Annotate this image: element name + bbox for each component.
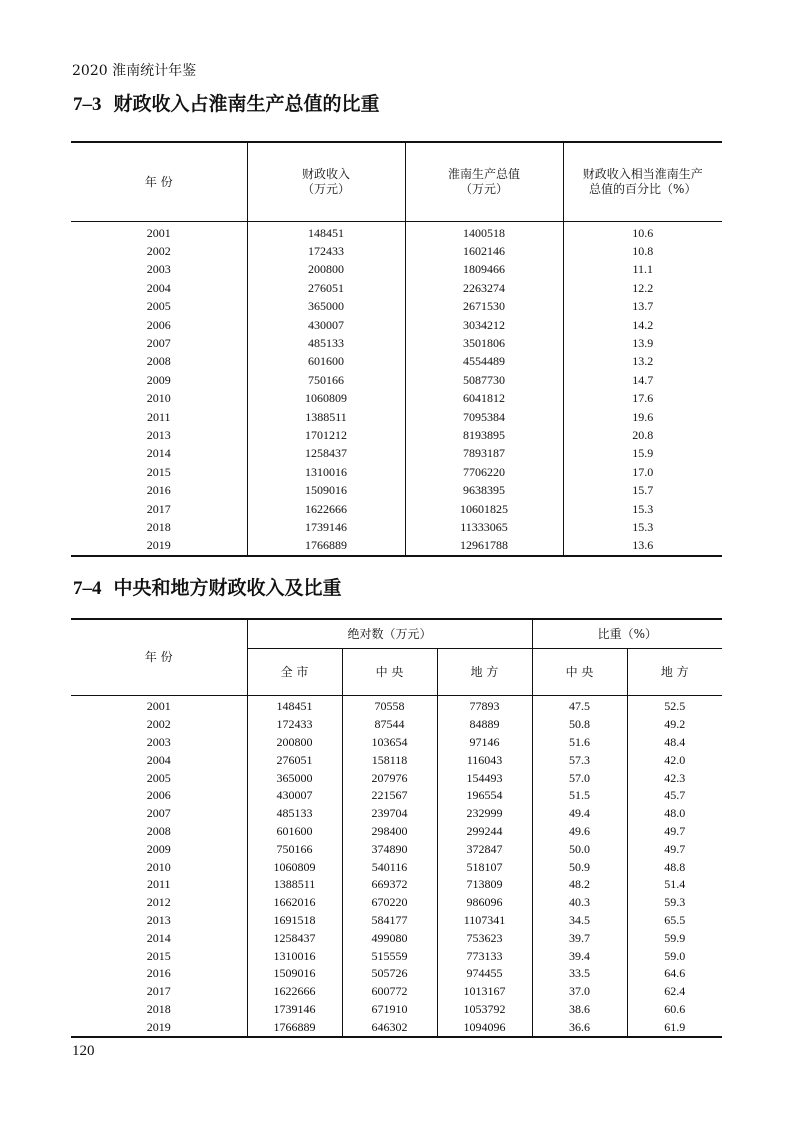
table-row bbox=[71, 481, 722, 499]
table-row bbox=[71, 769, 722, 787]
book-header: 2020 淮南统计年鉴 bbox=[72, 63, 197, 79]
value-cell: 59.9 bbox=[627, 929, 722, 947]
value-cell: 499080 bbox=[342, 929, 437, 947]
table1-title-text: 财政收入占淮南生产总值的比重 bbox=[113, 93, 380, 115]
table-row bbox=[71, 840, 722, 858]
table-row bbox=[71, 1018, 722, 1037]
value-cell: 40.3 bbox=[532, 894, 627, 912]
value-cell: 65.5 bbox=[627, 912, 722, 930]
year-cell: 2016 bbox=[146, 966, 171, 981]
year-cell: 2010 bbox=[146, 391, 171, 406]
table-row bbox=[71, 1001, 722, 1019]
value-cell: 70558 bbox=[342, 696, 437, 716]
year-cell: 2017 bbox=[146, 501, 171, 516]
value-cell: 37.0 bbox=[532, 983, 627, 1001]
value-cell: 671910 bbox=[342, 1001, 437, 1019]
table-row bbox=[71, 371, 722, 389]
value-cell: 17.6 bbox=[563, 390, 722, 408]
value-cell: 372847 bbox=[437, 840, 532, 858]
value-cell: 14.2 bbox=[563, 316, 722, 334]
value-cell: 276051 bbox=[247, 279, 405, 297]
value-cell: 1107341 bbox=[437, 912, 532, 930]
value-cell: 51.4 bbox=[627, 876, 722, 894]
value-cell: 48.2 bbox=[532, 876, 627, 894]
value-cell: 1053792 bbox=[437, 1001, 532, 1019]
table2-title bbox=[73, 573, 342, 600]
value-cell: 87544 bbox=[342, 716, 437, 734]
value-cell: 5087730 bbox=[405, 371, 563, 389]
value-cell: 207976 bbox=[342, 769, 437, 787]
value-cell: 49.7 bbox=[627, 823, 722, 841]
value-cell: 49.6 bbox=[532, 823, 627, 841]
value-cell: 13.2 bbox=[563, 353, 722, 371]
value-cell: 13.9 bbox=[563, 334, 722, 352]
year-cell: 2011 bbox=[146, 409, 171, 424]
value-cell: 1013167 bbox=[437, 983, 532, 1001]
value-cell: 39.7 bbox=[532, 929, 627, 947]
value-cell: 485133 bbox=[247, 334, 405, 352]
table-row bbox=[71, 518, 722, 536]
value-cell: 1310016 bbox=[247, 463, 405, 481]
value-cell: 1388511 bbox=[247, 408, 405, 426]
year-cell: 2011 bbox=[146, 877, 171, 892]
value-cell: 2263274 bbox=[405, 279, 563, 297]
value-cell: 374890 bbox=[342, 840, 437, 858]
value-cell: 1622666 bbox=[247, 500, 405, 518]
table2-header-absolute: 绝对数（万元） bbox=[247, 619, 532, 649]
value-cell: 34.5 bbox=[532, 912, 627, 930]
value-cell: 19.6 bbox=[563, 408, 722, 426]
value-cell: 148451 bbox=[247, 222, 405, 243]
table2-header-central: 中 央 bbox=[342, 649, 437, 696]
table-row bbox=[71, 805, 722, 823]
value-cell: 50.8 bbox=[532, 716, 627, 734]
value-cell: 148451 bbox=[247, 696, 342, 716]
year-cell: 2004 bbox=[146, 280, 171, 295]
value-cell: 200800 bbox=[247, 734, 342, 752]
value-cell: 1602146 bbox=[405, 242, 563, 260]
value-cell: 515559 bbox=[342, 947, 437, 965]
value-cell: 750166 bbox=[247, 371, 405, 389]
table2-number: 7–4 bbox=[73, 578, 102, 599]
table2-header-city-total: 全 市 bbox=[247, 649, 342, 696]
value-cell: 1739146 bbox=[247, 1001, 342, 1019]
table1-header-year: 年 份 bbox=[71, 142, 247, 222]
table-row bbox=[71, 261, 722, 279]
fiscal-revenue-gdp-table bbox=[71, 141, 722, 557]
value-cell: 276051 bbox=[247, 751, 342, 769]
year-cell: 2005 bbox=[146, 770, 171, 785]
value-cell: 11333065 bbox=[405, 518, 563, 536]
year-cell: 2007 bbox=[146, 336, 171, 351]
value-cell: 298400 bbox=[342, 823, 437, 841]
value-cell: 1060809 bbox=[247, 858, 342, 876]
value-cell: 51.5 bbox=[532, 787, 627, 805]
value-cell: 196554 bbox=[437, 787, 532, 805]
table-row bbox=[71, 965, 722, 983]
year-cell: 2013 bbox=[146, 427, 171, 442]
value-cell: 7706220 bbox=[405, 463, 563, 481]
value-cell: 50.9 bbox=[532, 858, 627, 876]
year-cell: 2003 bbox=[146, 734, 171, 749]
table-row bbox=[71, 912, 722, 930]
value-cell: 1766889 bbox=[247, 1018, 342, 1037]
year-cell: 2007 bbox=[146, 806, 171, 821]
value-cell: 77893 bbox=[437, 696, 532, 716]
value-cell: 116043 bbox=[437, 751, 532, 769]
value-cell: 33.5 bbox=[532, 965, 627, 983]
value-cell: 1258437 bbox=[247, 445, 405, 463]
value-cell: 13.6 bbox=[563, 537, 722, 556]
value-cell: 103654 bbox=[342, 734, 437, 752]
value-cell: 97146 bbox=[437, 734, 532, 752]
year-cell: 2014 bbox=[146, 930, 171, 945]
value-cell: 1388511 bbox=[247, 876, 342, 894]
year-cell: 2018 bbox=[146, 1001, 171, 1016]
value-cell: 540116 bbox=[342, 858, 437, 876]
page-number: 120 bbox=[72, 1043, 95, 1059]
value-cell: 753623 bbox=[437, 929, 532, 947]
year-cell: 2018 bbox=[146, 519, 171, 534]
value-cell: 9638395 bbox=[405, 481, 563, 499]
value-cell: 20.8 bbox=[563, 426, 722, 444]
table1-body bbox=[71, 222, 722, 557]
value-cell: 1400518 bbox=[405, 222, 563, 243]
value-cell: 1509016 bbox=[247, 965, 342, 983]
value-cell: 84889 bbox=[437, 716, 532, 734]
table-row bbox=[71, 537, 722, 556]
table-row bbox=[71, 696, 722, 716]
value-cell: 1509016 bbox=[247, 481, 405, 499]
year-cell: 2003 bbox=[146, 262, 171, 277]
value-cell: 1662016 bbox=[247, 894, 342, 912]
table-row bbox=[71, 500, 722, 518]
value-cell: 14.7 bbox=[563, 371, 722, 389]
year-cell: 2008 bbox=[146, 354, 171, 369]
year-cell: 2004 bbox=[146, 752, 171, 767]
value-cell: 1701212 bbox=[247, 426, 405, 444]
value-cell: 59.3 bbox=[627, 894, 722, 912]
table-row bbox=[71, 983, 722, 1001]
value-cell: 3034212 bbox=[405, 316, 563, 334]
table2-header-local: 地 方 bbox=[437, 649, 532, 696]
value-cell: 49.4 bbox=[532, 805, 627, 823]
value-cell: 221567 bbox=[342, 787, 437, 805]
value-cell: 49.7 bbox=[627, 840, 722, 858]
value-cell: 1691518 bbox=[247, 912, 342, 930]
table-row bbox=[71, 334, 722, 352]
value-cell: 485133 bbox=[247, 805, 342, 823]
value-cell: 6041812 bbox=[405, 390, 563, 408]
value-cell: 232999 bbox=[437, 805, 532, 823]
value-cell: 7893187 bbox=[405, 445, 563, 463]
value-cell: 15.7 bbox=[563, 481, 722, 499]
value-cell: 600772 bbox=[342, 983, 437, 1001]
year-cell: 2001 bbox=[146, 225, 171, 240]
year-cell: 2002 bbox=[146, 717, 171, 732]
table-row bbox=[71, 929, 722, 947]
year-cell: 2009 bbox=[146, 841, 171, 856]
value-cell: 62.4 bbox=[627, 983, 722, 1001]
table1-header-ratio: 财政收入相当淮南生产 总值的百分比（%） bbox=[563, 142, 722, 222]
value-cell: 50.0 bbox=[532, 840, 627, 858]
central-local-revenue-table bbox=[71, 618, 722, 1038]
value-cell: 505726 bbox=[342, 965, 437, 983]
year-cell: 2017 bbox=[146, 984, 171, 999]
value-cell: 48.4 bbox=[627, 734, 722, 752]
value-cell: 57.0 bbox=[532, 769, 627, 787]
table-row bbox=[71, 858, 722, 876]
table-row bbox=[71, 222, 722, 243]
table-row bbox=[71, 751, 722, 769]
value-cell: 15.9 bbox=[563, 445, 722, 463]
value-cell: 1060809 bbox=[247, 390, 405, 408]
value-cell: 45.7 bbox=[627, 787, 722, 805]
value-cell: 8193895 bbox=[405, 426, 563, 444]
value-cell: 52.5 bbox=[627, 696, 722, 716]
table-row bbox=[71, 787, 722, 805]
value-cell: 1622666 bbox=[247, 983, 342, 1001]
year-cell: 2015 bbox=[146, 948, 171, 963]
value-cell: 713809 bbox=[437, 876, 532, 894]
value-cell: 1310016 bbox=[247, 947, 342, 965]
table-row bbox=[71, 353, 722, 371]
value-cell: 12.2 bbox=[563, 279, 722, 297]
year-cell: 2012 bbox=[146, 895, 171, 910]
value-cell: 10601825 bbox=[405, 500, 563, 518]
value-cell: 10.6 bbox=[563, 222, 722, 243]
value-cell: 39.4 bbox=[532, 947, 627, 965]
value-cell: 200800 bbox=[247, 261, 405, 279]
value-cell: 2671530 bbox=[405, 298, 563, 316]
table2-header-central-ratio: 中 央 bbox=[532, 649, 627, 696]
year-cell: 2006 bbox=[146, 317, 171, 332]
value-cell: 13.7 bbox=[563, 298, 722, 316]
table2-header-group-row bbox=[71, 619, 722, 649]
value-cell: 15.3 bbox=[563, 518, 722, 536]
value-cell: 974455 bbox=[437, 965, 532, 983]
value-cell: 669372 bbox=[342, 876, 437, 894]
value-cell: 154493 bbox=[437, 769, 532, 787]
table-row bbox=[71, 445, 722, 463]
value-cell: 59.0 bbox=[627, 947, 722, 965]
table1-header-gdp: 淮南生产总值 （万元） bbox=[405, 142, 563, 222]
year-cell: 2013 bbox=[146, 912, 171, 927]
value-cell: 17.0 bbox=[563, 463, 722, 481]
value-cell: 42.3 bbox=[627, 769, 722, 787]
value-cell: 986096 bbox=[437, 894, 532, 912]
table-row bbox=[71, 823, 722, 841]
table2-header-local-ratio: 地 方 bbox=[627, 649, 722, 696]
value-cell: 7095384 bbox=[405, 408, 563, 426]
year-cell: 2008 bbox=[146, 823, 171, 838]
year-cell: 2019 bbox=[146, 1019, 171, 1034]
value-cell: 10.8 bbox=[563, 242, 722, 260]
table-row bbox=[71, 876, 722, 894]
value-cell: 47.5 bbox=[532, 696, 627, 716]
table-row bbox=[71, 242, 722, 260]
value-cell: 48.8 bbox=[627, 858, 722, 876]
value-cell: 365000 bbox=[247, 298, 405, 316]
value-cell: 3501806 bbox=[405, 334, 563, 352]
value-cell: 430007 bbox=[247, 787, 342, 805]
table-row bbox=[71, 894, 722, 912]
value-cell: 4554489 bbox=[405, 353, 563, 371]
value-cell: 646302 bbox=[342, 1018, 437, 1037]
year-cell: 2010 bbox=[146, 859, 171, 874]
table-row bbox=[71, 716, 722, 734]
table-row bbox=[71, 408, 722, 426]
value-cell: 15.3 bbox=[563, 500, 722, 518]
value-cell: 49.2 bbox=[627, 716, 722, 734]
year-cell: 2019 bbox=[146, 538, 171, 553]
year-cell: 2006 bbox=[146, 788, 171, 803]
value-cell: 64.6 bbox=[627, 965, 722, 983]
table-row bbox=[71, 390, 722, 408]
table1-title bbox=[73, 89, 380, 116]
table-row bbox=[71, 734, 722, 752]
value-cell: 11.1 bbox=[563, 261, 722, 279]
value-cell: 1258437 bbox=[247, 929, 342, 947]
table2-title-text: 中央和地方财政收入及比重 bbox=[113, 577, 342, 599]
value-cell: 172433 bbox=[247, 716, 342, 734]
value-cell: 1094096 bbox=[437, 1018, 532, 1037]
table-row bbox=[71, 316, 722, 334]
table1-header-row bbox=[71, 142, 722, 222]
value-cell: 1766889 bbox=[247, 537, 405, 556]
table-row bbox=[71, 298, 722, 316]
value-cell: 1809466 bbox=[405, 261, 563, 279]
value-cell: 60.6 bbox=[627, 1001, 722, 1019]
value-cell: 38.6 bbox=[532, 1001, 627, 1019]
value-cell: 365000 bbox=[247, 769, 342, 787]
value-cell: 773133 bbox=[437, 947, 532, 965]
value-cell: 518107 bbox=[437, 858, 532, 876]
table2-header-year: 年 份 bbox=[71, 619, 247, 696]
value-cell: 61.9 bbox=[627, 1018, 722, 1037]
table-row bbox=[71, 463, 722, 481]
value-cell: 51.6 bbox=[532, 734, 627, 752]
table-row bbox=[71, 947, 722, 965]
value-cell: 239704 bbox=[342, 805, 437, 823]
value-cell: 12961788 bbox=[405, 537, 563, 556]
table1-header-revenue: 财政收入 （万元） bbox=[247, 142, 405, 222]
value-cell: 57.3 bbox=[532, 751, 627, 769]
table-row bbox=[71, 279, 722, 297]
table-row bbox=[71, 426, 722, 444]
year-cell: 2016 bbox=[146, 483, 171, 498]
value-cell: 42.0 bbox=[627, 751, 722, 769]
value-cell: 430007 bbox=[247, 316, 405, 334]
table2-body bbox=[71, 696, 722, 1038]
year-cell: 2015 bbox=[146, 464, 171, 479]
value-cell: 670220 bbox=[342, 894, 437, 912]
value-cell: 299244 bbox=[437, 823, 532, 841]
value-cell: 601600 bbox=[247, 353, 405, 371]
value-cell: 36.6 bbox=[532, 1018, 627, 1037]
value-cell: 48.0 bbox=[627, 805, 722, 823]
value-cell: 172433 bbox=[247, 242, 405, 260]
year-cell: 2014 bbox=[146, 446, 171, 461]
value-cell: 1739146 bbox=[247, 518, 405, 536]
value-cell: 601600 bbox=[247, 823, 342, 841]
table2-header-ratio: 比重（%） bbox=[532, 619, 722, 649]
value-cell: 750166 bbox=[247, 840, 342, 858]
value-cell: 584177 bbox=[342, 912, 437, 930]
value-cell: 158118 bbox=[342, 751, 437, 769]
year-cell: 2009 bbox=[146, 372, 171, 387]
year-cell: 2005 bbox=[146, 299, 171, 314]
year-cell: 2001 bbox=[146, 699, 171, 714]
table1-number: 7–3 bbox=[73, 94, 102, 115]
year-cell: 2002 bbox=[146, 244, 171, 259]
